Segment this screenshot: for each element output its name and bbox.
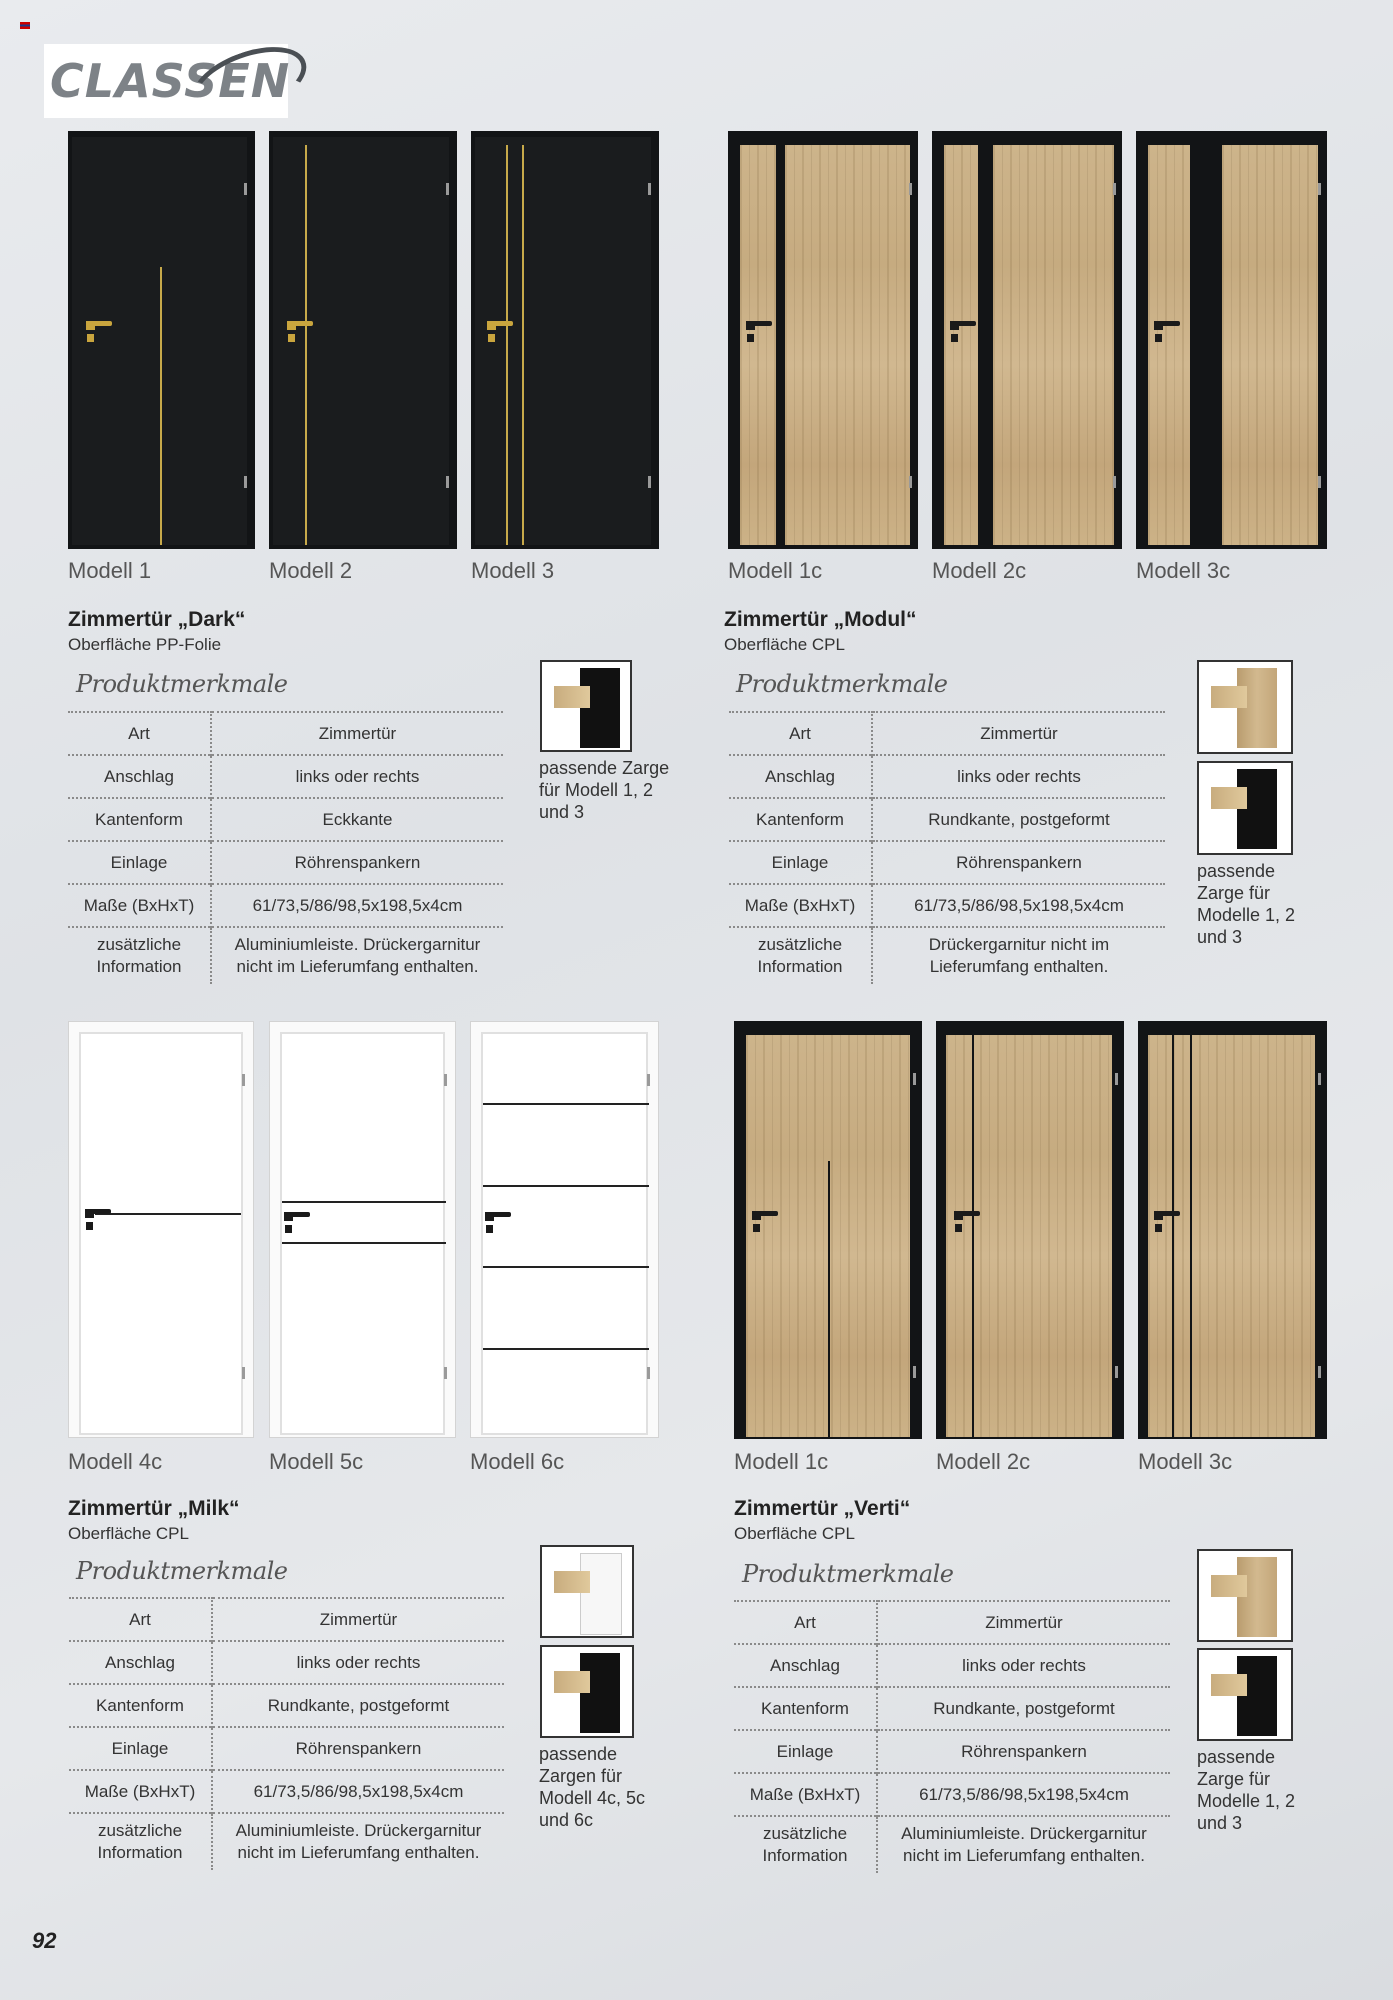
door-modell-2c-verti <box>936 1021 1124 1439</box>
door-frame-image <box>540 1645 634 1738</box>
section-subtitle: Oberfläche PP-Folie <box>68 635 222 654</box>
model-label: Modell 6c <box>470 1449 565 1474</box>
section-title: Zimmertür „Dark“ <box>68 608 246 631</box>
model-label: Modell 4c <box>68 1449 163 1474</box>
door-modell-1c <box>728 131 918 549</box>
frame-note: passende Zarge für Modelle 1, 2 und 3 <box>1197 861 1296 947</box>
model-label: Modell 5c <box>269 1449 364 1474</box>
model-label: Modell 1 <box>68 558 152 583</box>
frame-note: passende Zarge für Modelle 1, 2 und 3 <box>1197 1747 1296 1833</box>
section-subtitle: Oberfläche CPL <box>724 635 845 654</box>
brand-logo: CLASSEN <box>44 44 288 118</box>
model-label: Modell 3c <box>1138 1449 1233 1474</box>
features-heading: Produktmerkmale <box>76 670 288 698</box>
model-label: Modell 1c <box>734 1449 829 1474</box>
flag-icon <box>20 22 30 29</box>
door-modell-4c <box>68 1021 254 1438</box>
section-title: Zimmertür „Modul“ <box>724 608 917 631</box>
features-heading: Produktmerkmale <box>736 670 948 698</box>
section-title: Zimmertür „Verti“ <box>734 1497 911 1520</box>
section-title: Zimmertür „Milk“ <box>68 1497 240 1520</box>
door-frame-image <box>1197 761 1293 855</box>
logo-swoosh-icon <box>182 33 315 130</box>
model-label: Modell 3 <box>471 558 555 583</box>
model-label: Modell 2c <box>936 1449 1031 1474</box>
door-frame-image <box>540 1545 634 1638</box>
door-modell-3c-verti <box>1138 1021 1327 1439</box>
model-label: Modell 2c <box>932 558 1027 583</box>
model-label: Modell 2 <box>269 558 353 583</box>
model-label: Modell 3c <box>1136 558 1231 583</box>
frame-note: passende Zargen für Modell 4c, 5c und 6c <box>539 1744 646 1830</box>
door-modell-2 <box>269 131 457 549</box>
door-frame-image <box>1197 660 1293 754</box>
features-heading: Produktmerkmale <box>742 1560 954 1588</box>
door-modell-3 <box>471 131 659 549</box>
door-modell-1c-verti <box>734 1021 922 1439</box>
door-modell-6c <box>470 1021 659 1438</box>
section-subtitle: Oberfläche CPL <box>734 1524 855 1543</box>
section-subtitle: Oberfläche CPL <box>68 1524 189 1543</box>
page-number: 92 <box>32 1928 57 1953</box>
features-table: Art Zimmertür Anschlag links oder rechts Kantenform Rundkante, postgeformt Einlage Röhrenspankern Maße (BxHxT) 61/73,5/86/98,5x198,5x4cm zusätzliche Information Aluminiumleiste. Drückergarnitur nicht im Lieferumfang enthalten. <box>69 1597 504 1870</box>
door-modell-1 <box>68 131 255 549</box>
features-table: Art Zimmertür Anschlag links oder rechts Kantenform Rundkante, postgeformt Einlage Röhrenspankern Maße (BxHxT) 61/73,5/86/98,5x198,5x4cm zusätzliche Information Drückergarnitur nicht im Lieferumfang enthalten. <box>729 711 1165 984</box>
features-table: Art Zimmertür Anschlag links oder rechts Kantenform Rundkante, postgeformt Einlage Röhrenspankern Maße (BxHxT) 61/73,5/86/98,5x198,5x4cm zusätzliche Information Aluminiumleiste. Drückergarnitur nicht im Lieferumfang enthalten. <box>734 1600 1170 1873</box>
door-frame-image <box>1197 1648 1293 1741</box>
door-frame-image <box>540 660 632 752</box>
door-frame-image <box>1197 1549 1293 1642</box>
door-modell-5c <box>269 1021 456 1438</box>
model-label: Modell 1c <box>728 558 823 583</box>
frame-note: passende Zarge für Modell 1, 2 und 3 <box>539 758 670 822</box>
door-modell-3c <box>1136 131 1327 549</box>
door-modell-2c <box>932 131 1122 549</box>
features-heading: Produktmerkmale <box>76 1557 288 1585</box>
features-table: Art Zimmertür Anschlag links oder rechts Kantenform Eckkante Einlage Röhrenspankern Maße (BxHxT) 61/73,5/86/98,5x198,5x4cm zusätzliche Information Aluminiumleiste. Drückergarnitur nicht im Lieferumfang enthalten. <box>68 711 503 984</box>
